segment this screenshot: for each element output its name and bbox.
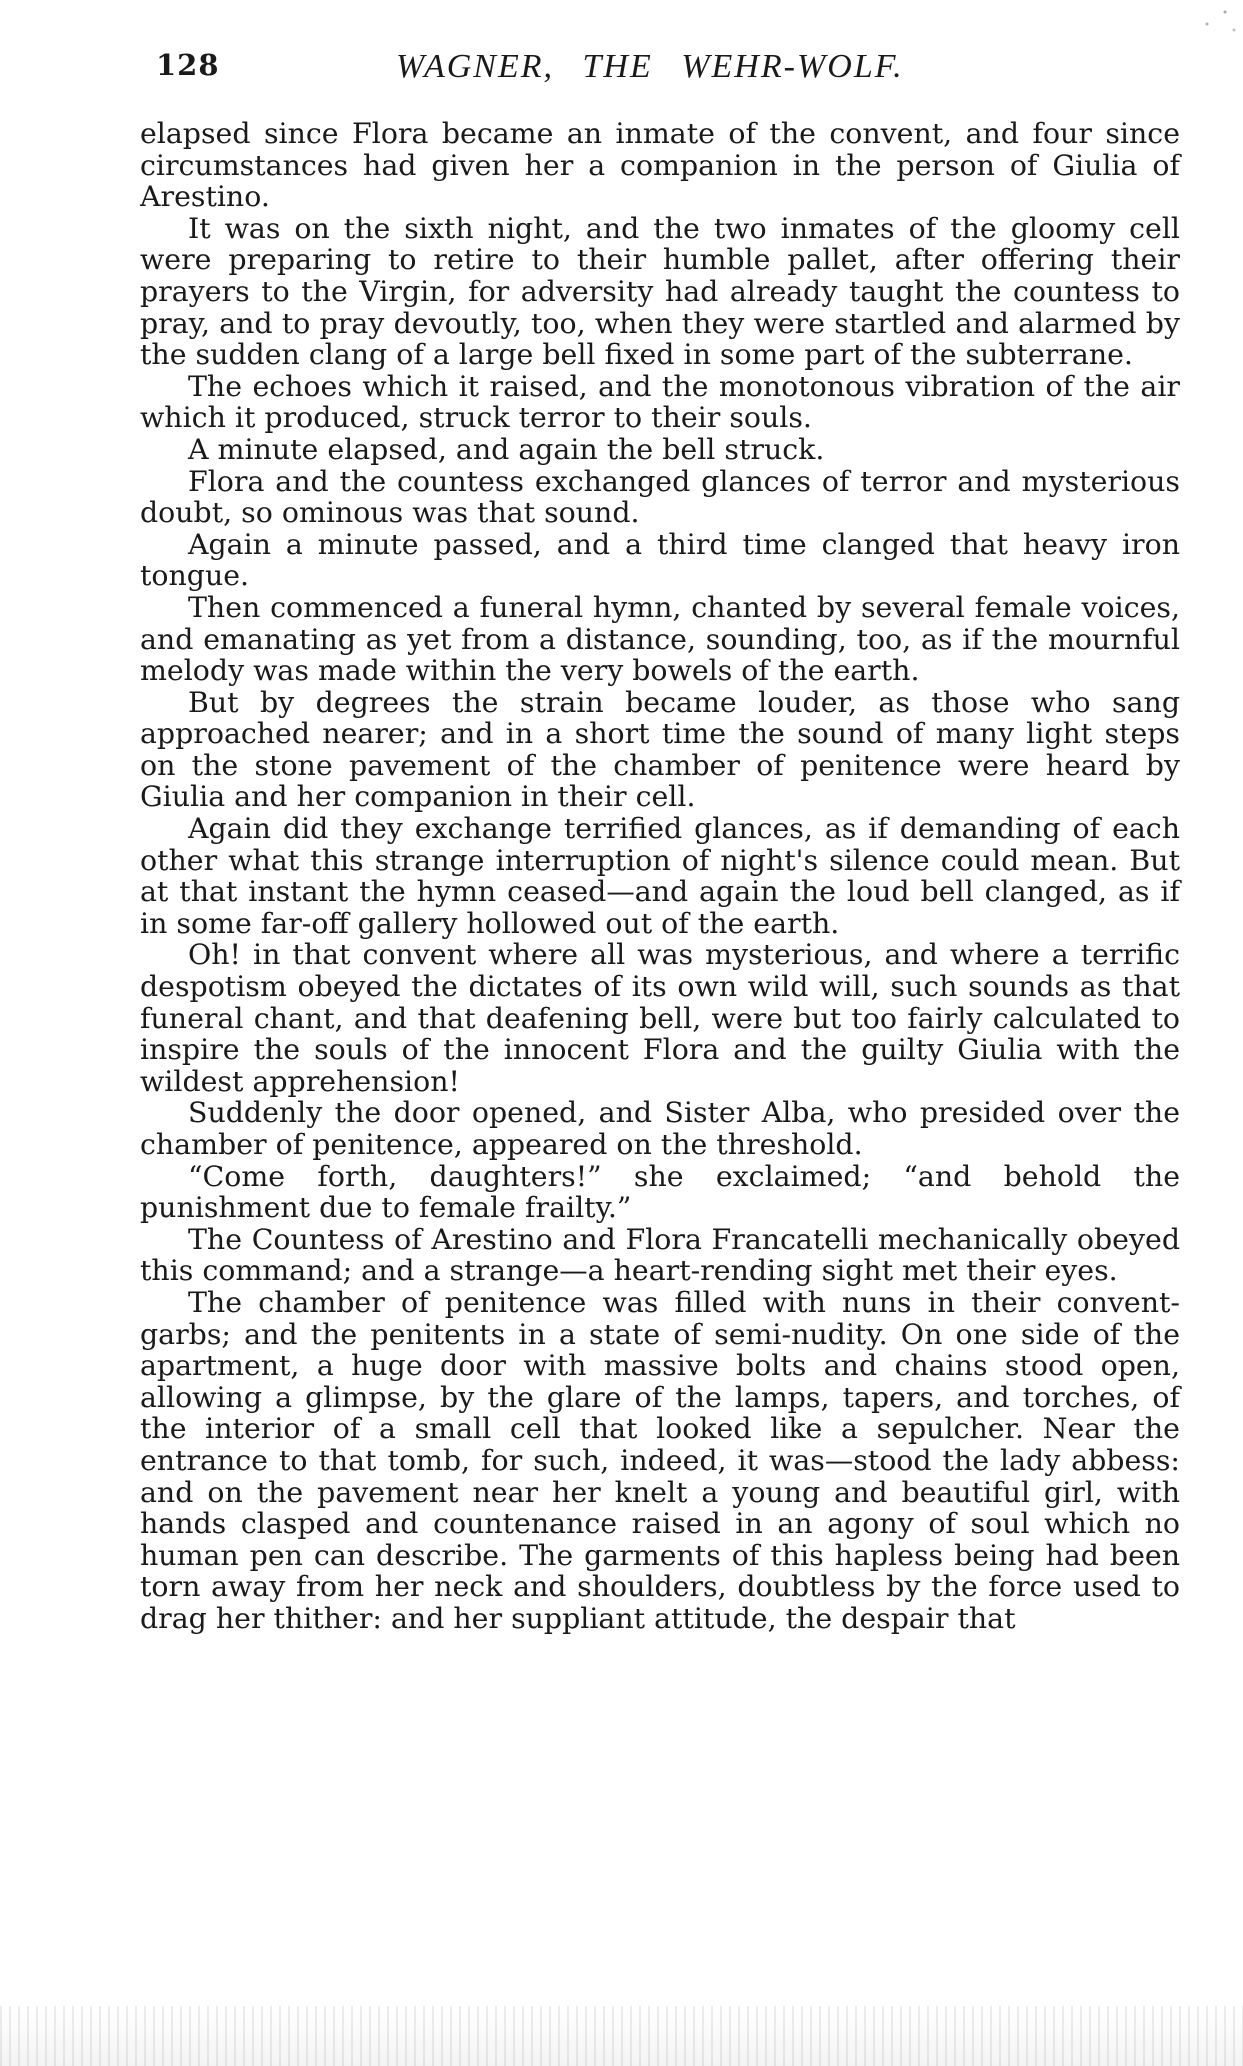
paragraph: “Come forth, daughters!” she exclaimed; “and behold the punishment due to female frailty.” (140, 1159, 1180, 1225)
paragraph: Flora and the countess exchanged glances of terror and mysterious doubt, so ominous was that sound. (140, 464, 1180, 530)
running-title: WAGNER, THE WEHR-WOLF. (396, 48, 904, 85)
body-text (140, 118, 1180, 1635)
paragraph: Oh! in that convent where all was mysterious, and where a terrific despotism obeyed the dictates of its own wild will, such sounds as that funeral chant, and that deafening bell, were but too fairly calculated to inspire the souls of the innocent Flora and the guilty Giulia with the wildest apprehension! (140, 938, 1180, 1098)
paragraph: The Countess of Arestino and Flora Francatelli mechanically obeyed this command; and a strange—a heart-rending sight met their eyes. (140, 1222, 1180, 1288)
paragraph: Suddenly the door opened, and Sister Alba, who presided over the chamber of penitence, appeared on the threshold. (140, 1096, 1180, 1161)
page-edge-wear (1183, 0, 1243, 40)
paragraph: The echoes which it raised, and the monotonous vibration of the air which it produced, struck terror to their souls. (140, 369, 1180, 435)
paragraph: It was on the sixth night, and the two inmates of the gloomy cell were preparing to retire to their humble pallet, after offering their prayers to the Virgin, for adversity had already taught the countess to pray, and to pray devoutly, too, when they were startled and alarmed by the sudden clang of a large bell fixed in some part of the subterrane. (140, 211, 1180, 372)
page-header (156, 48, 1176, 98)
page-number: 128 (156, 48, 220, 82)
paragraph: A minute elapsed, and again the bell struck. (188, 432, 825, 466)
paragraph: Then commenced a funeral hymn, chanted by several female voices, and emanating as yet from a distance, sounding, too, as if the mournful melody was made within the very bowels of the earth. (140, 590, 1180, 688)
paragraph: Again a minute passed, and a third time clanged that heavy iron tongue. (140, 527, 1180, 593)
paragraph: But by degrees the strain became louder, as those who sang approached nearer; and in a short time the sound of many light steps on the stone pavement of the chamber of penitence were heard by Giulia and her companion in their cell. (140, 685, 1180, 814)
paragraph: The chamber of penitence was filled with nuns in their convent-garbs; and the penitents in a state of semi-nudity. On one side of the apartment, a huge door with massive bolts and chains stood open, allowing a glimpse, by the glare of the lamps, tapers, and torches, of the interior of a small cell that looked like a sepulcher. Near the entrance to that tomb, for such, indeed, it was—stood the lady abbess: and on the pavement near her knelt a young and beautiful girl, with hands clasped and countenance raised in an agony of soul which no human pen can describe. The garments of this hapless being had been torn away from her neck and shoulders, doubtless by the force used to drag her thither: and her suppliant attitude, the despair that (140, 1285, 1180, 1635)
paragraph: Again did they exchange terrified glances, as if demanding of each other what this strange interruption of night's silence could mean. But at that instant the hymn ceased—and again the loud bell clanged, as if in some far-off gallery hollowed out of the earth. (140, 812, 1180, 940)
page-bottom-wear (0, 2006, 1243, 2066)
paragraph: elapsed since Flora became an inmate of the convent, and four since circumstances had given her a companion in the person of Giulia of Arestino. (140, 117, 1180, 214)
